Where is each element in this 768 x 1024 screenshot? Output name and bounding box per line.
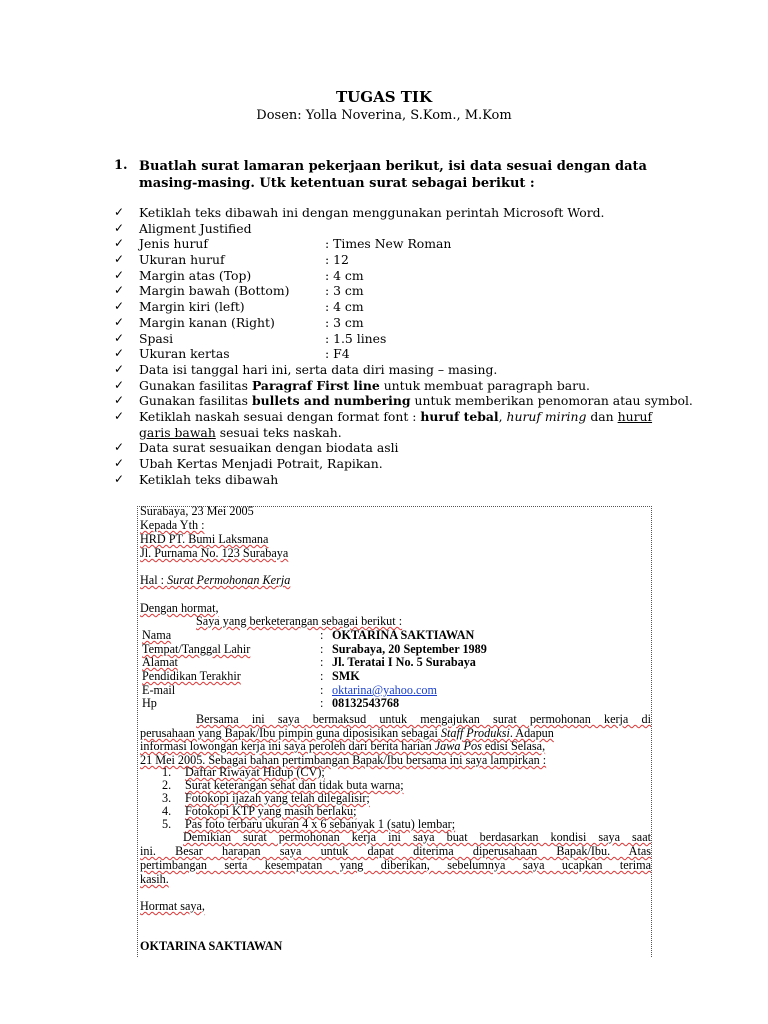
- body-line: ini. Besar harapan saya untuk dapat diterima diperusahaan Bapak/Ibu. Atas: [140, 844, 651, 858]
- recipient-line: Jl. Purnama No. 123 Surabaya: [140, 546, 289, 560]
- question-number: 1.: [114, 158, 128, 173]
- check-icon: ✓: [114, 471, 125, 486]
- check-icon: ✓: [114, 456, 125, 471]
- signature-name: OKTARINA SAKTIAWAN: [140, 939, 283, 953]
- checklist-item: ✓ Margin kiri (left) : 4 cm: [114, 299, 364, 315]
- checklist-item: ✓ Ukuran huruf : 12: [114, 252, 349, 268]
- sample-letter: Surabaya, 23 Mei 2005 Kepada Yth : HRD PT. Bumi Laksmana Jl. Purnama No. 123 Surabaya Hal : Surat Permohonan Kerja Dengan hormat, Saya yang berketerangan sebagai berikut : Nama : OKTARINA SAKTIAWAN Tempat/Tanggal Lahir : Surabaya, 20 September 1989 Alamat : Jl. Teratai I No. 5 Surabaya Pendidikan Terakhir : SMK E-mail : oktarina@yahoo.com Hp : 08132543768 Bersama ini saya bermaksud untuk mengajukan surat permohonan kerja di perusahaan yang Bapak/Ibu pimpin guna diposisikan sebagai Staff Produksi. Adapun informasi lowongan kerja ini saya peroleh dari berita harian Jawa Pos edisi Selasa, 21 Mei 2005. Sebagai bahan pertimbangan Bapak/Ibu bersama ini saya lampirkan : 1. Daftar Riwayat Hidup (CV); 2. Surat keterangan sehat dan tidak buta warna; 3. Fotokopi ijazah yang telah dilegalisir; 4. Fotokopi KTP yang masih berlaku; 5. Pas foto terbaru ukuran 4 x 6 sebanyak 1 (satu) lembar; Demikian surat permohonan kerja ini saya buat berdasarkan kondisi saya saat ini. Besar harapan saya untuk dapat diterima diperusahaan Bapak/Ibu. Atas pertimbangan serta kesempatan yang diberikan, sebelumnya saya ucapkan terima kasih. Hormat saya, OKTARINA SAKTIAWAN: [137, 506, 652, 957]
- question-text: Buatlah surat lamaran pekerjaan berikut, isi data sesuai dengan data masing-masing. Utk ketentuan surat sebagai berikut :: [139, 159, 647, 191]
- check-icon: ✓: [114, 393, 125, 408]
- checklist-item: ✓ Ketiklah teks dibawah ini dengan menggunakan perintah Microsoft Word.: [114, 205, 605, 220]
- body-line: pertimbangan serta kesempatan yang diberikan, sebelumnya saya ucapkan terima: [140, 858, 651, 872]
- check-icon: ✓: [114, 440, 125, 455]
- intro-line: Saya yang berketerangan sebagai berikut :: [196, 614, 403, 628]
- check-icon: ✓: [114, 314, 125, 329]
- checklist-item: ✓ Jenis huruf : Times New Roman: [114, 236, 452, 252]
- check-icon: ✓: [114, 330, 125, 345]
- checklist-item: ✓ Ketiklah teks dibawah: [114, 471, 279, 487]
- body-line: 21 Mei 2005. Sebagai bahan pertimbangan Bapak/Ibu bersama ini saya lampirkan :: [140, 753, 547, 767]
- checklist-item: ✓ Gunakan fasilitas bullets and numbering untuk memberikan penomoran atau symbol.: [114, 393, 693, 409]
- body-line: Bersama ini saya bermaksud untuk mengajukan surat permohonan kerja di: [196, 712, 651, 726]
- checklist-item: ✓ Margin bawah (Bottom) : 3 cm: [114, 283, 364, 299]
- check-icon: ✓: [114, 346, 125, 361]
- checklist-item: ✓ Ketiklah naskah sesuai dengan format font : huruf tebal, huruf miring dan huruf garis bawah sesuai teks naskah.: [114, 408, 653, 440]
- check-icon: ✓: [114, 267, 125, 282]
- closing: Hormat saya,: [140, 899, 205, 913]
- greeting: Dengan hormat,: [140, 601, 219, 615]
- check-icon: ✓: [114, 205, 125, 219]
- checklist-item: ✓ Spasi : 1.5 lines: [114, 330, 387, 346]
- checklist-item: ✓ Margin kanan (Right) : 3 cm: [114, 314, 364, 330]
- checklist-item: ✓ Gunakan fasilitas Paragraf First line untuk membuat paragraph baru.: [114, 377, 590, 393]
- check-icon: ✓: [114, 283, 125, 298]
- recipient-line: HRD PT. Bumi Laksmana: [140, 532, 269, 546]
- check-icon: ✓: [114, 299, 125, 314]
- body-line: perusahaan yang Bapak/Ibu pimpin guna diposisikan sebagai Staff Produksi. Adapun: [140, 726, 554, 740]
- checklist-item: ✓ Margin atas (Top) : 4 cm: [114, 267, 364, 283]
- recipient-line: Kepada Yth :: [140, 518, 205, 532]
- checklist-item: ✓ Data surat sesuaikan dengan biodata asli: [114, 440, 399, 456]
- subject-line: Hal : Surat Permohonan Kerja: [140, 573, 291, 587]
- check-icon: ✓: [114, 236, 125, 251]
- page-title: TUGAS TIK: [336, 88, 432, 106]
- check-icon: ✓: [114, 361, 125, 376]
- checklist-item: ✓ Ukuran kertas : F4: [114, 346, 350, 362]
- check-icon: ✓: [114, 377, 125, 392]
- checklist-item: ✓ Ubah Kertas Menjadi Potrait, Rapikan.: [114, 456, 383, 472]
- requirement-checklist: [114, 205, 694, 487]
- lecturer-line: Dosen: Yolla Noverina, S.Kom., M.Kom: [256, 108, 512, 123]
- checklist-item: ✓ Data isi tanggal hari ini, serta data diri masing – masing.: [114, 361, 498, 377]
- body-line: kasih.: [140, 872, 169, 886]
- check-icon: ✓: [114, 408, 125, 423]
- body-line: informasi lowongan kerja ini saya peroleh dari berita harian Jawa Pos edisi Selasa,: [140, 739, 546, 753]
- body-line: Demikian surat permohonan kerja ini saya buat berdasarkan kondisi saya saat: [183, 830, 651, 844]
- email-link[interactable]: oktarina@yahoo.com: [332, 683, 437, 697]
- check-icon: ✓: [114, 220, 125, 235]
- checklist-item: ✓ Aligment Justified: [114, 220, 252, 236]
- check-icon: ✓: [114, 252, 125, 267]
- letter-date: Surabaya, 23 Mei 2005: [140, 504, 254, 518]
